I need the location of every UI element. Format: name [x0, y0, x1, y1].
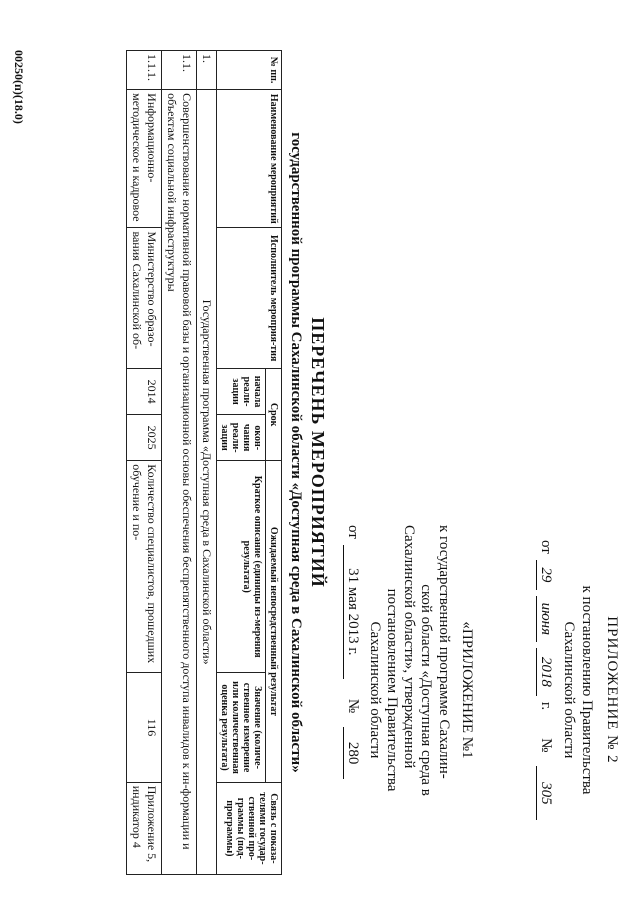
header-result-value: Значение (количе-ственное измерение или количественная оценка результата) [217, 673, 266, 782]
header-link: Связь с показа-телями государ-ственной про-граммы (под-программы) [217, 782, 282, 874]
heading-title: ПЕРЕЧЕНЬ МЕРОПРИЯТИЙ [308, 317, 328, 588]
appendix-day: 29 [536, 560, 554, 590]
prev-line-3: Сахалинской области», утвержденной [401, 525, 418, 769]
header-row-1 [266, 51, 282, 875]
document-code: 00250(п)(18.0) [12, 50, 26, 124]
document-heading [287, 130, 328, 775]
row-program: Государственная программа «Доступная среда в Сахалинской области» [197, 90, 217, 875]
header-term: Срок [266, 369, 282, 461]
prev-date-line [343, 525, 361, 855]
row-name: Информационно-методическое и кадровое [127, 90, 162, 228]
appendix-from-label: от [538, 540, 555, 554]
row-executor: Министерство образо-вания Сахалинской об- [127, 228, 162, 369]
measures-table [126, 50, 282, 875]
appendix-block [536, 540, 620, 840]
row-start: 2014 [127, 369, 162, 415]
appendix-num-label: № [538, 738, 555, 753]
header-term-end: окон-чания реали-зации [217, 415, 266, 461]
appendix-line-2: Сахалинской области [561, 621, 578, 759]
row-num: 1.1.1. [127, 51, 162, 90]
appendix-month: июня [536, 596, 554, 642]
prev-line-5: Сахалинской области [366, 621, 383, 759]
row-desc: Количество специалистов, прошедших обучение и по- [127, 461, 162, 673]
appendix-year: 2018 [536, 648, 554, 696]
table-row [197, 51, 217, 875]
table-row [127, 51, 162, 875]
row-section: Совершенствование нормативной правовой базы и организационной основы обеспечения беспрепятственного доступа инвалидов к ин-формации и объектам социальной инфраструктуры [162, 90, 197, 875]
appendix-year-suffix: г. [538, 701, 555, 711]
appendix-date-line [536, 540, 554, 840]
heading-subtitle: государственной программы Сахалинской области «Доступная среда в Сахалинской области» [288, 132, 305, 773]
prev-line-1: к государственной программе Сахалин- [435, 525, 452, 779]
header-executor: Исполнитель мероприя-тия [217, 228, 282, 369]
header-result-desc: Краткое описание (единицы из-мерения результата) [217, 461, 266, 673]
row-end: 2025 [127, 415, 162, 461]
row-link: Приложение 5, индикатор 4 [127, 782, 162, 874]
prev-date: 31 мая 2013 г. [343, 545, 361, 679]
prev-from-label: от [345, 525, 362, 539]
row-value: 116 [127, 673, 162, 782]
prev-title: «ПРИЛОЖЕНИЕ №1 [459, 621, 475, 759]
header-name: Наименование мероприятий [217, 90, 282, 228]
appendix-line-1: к постановлению Правительства [578, 585, 595, 795]
header-term-start: начала реали-зации [217, 369, 266, 415]
prev-line-4: постановлением Правительства [384, 588, 400, 792]
header-result: Ожидаемый непосредственный результат [266, 461, 282, 783]
row-num: 1.1. [162, 51, 197, 90]
appendix-title: ПРИЛОЖЕНИЕ № 2 [604, 616, 620, 764]
row-num: 1. [197, 51, 217, 90]
prev-line-2: ской области «Доступная среда в [418, 584, 435, 796]
previous-appendix-block [343, 525, 475, 855]
header-num: № пп. [217, 51, 282, 90]
prev-num: 280 [343, 727, 361, 779]
table-row [162, 51, 197, 875]
appendix-num: 305 [536, 766, 554, 820]
prev-num-label: № [345, 698, 362, 714]
